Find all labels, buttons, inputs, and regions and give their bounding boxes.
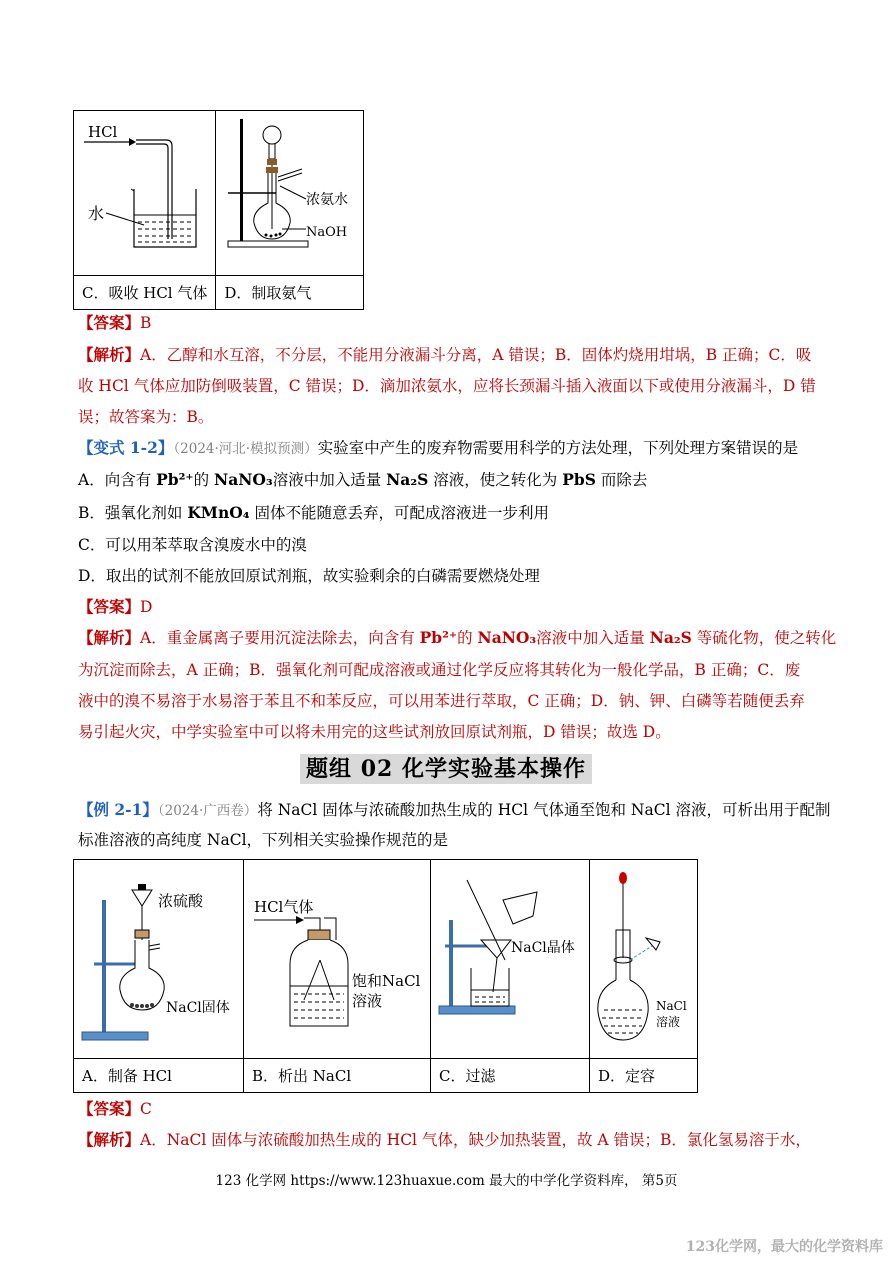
page-footer: 123 化学网 https://www.123huaxue.com 最大的中学化学资料库， 第5页 <box>215 1173 678 1189</box>
fig-b-gas-label: HCl气体 <box>254 898 314 916</box>
q1-analysis-line-1: 【解析】A．乙醇和水互溶，不分层，不能用分液漏斗分离，A 错误；B．固体灼烧用坩埚，B 正确；C．吸 <box>78 345 812 364</box>
volumetric-flask-diagram <box>590 860 697 1054</box>
figure-table-q3 <box>73 859 698 1093</box>
fig-a-acid-label: 浓硫酸 <box>158 892 204 910</box>
q3-answer: 【答案】C <box>78 1099 152 1118</box>
fig-d2-sol1-label: NaCl <box>656 999 687 1013</box>
fig-d-naoh-label: NaOH <box>306 225 348 240</box>
fig-b-sat1-label: 饱和NaCl <box>352 972 421 990</box>
q2-answer: 【答案】D <box>78 597 153 616</box>
q2-analysis-line-1: 【解析】A．重金属离子要用沉淀法除去，向含有 Pb²⁺的 NaNO₃溶液中加入适量 Na₂S 等硫化物，使之转化 <box>78 628 837 647</box>
q2-option-c: C．可以用苯萃取含溴废水中的溴 <box>78 536 307 554</box>
figure-b-caption: B．析出 NaCl <box>244 1059 431 1093</box>
watermark: 123化学网，最大的化学资料库 <box>685 1239 883 1255</box>
section-title: 题组 02 化学实验基本操作 <box>300 754 592 784</box>
fig-b-sat2-label: 溶液 <box>352 992 383 1010</box>
figure-d-cell <box>216 111 364 276</box>
q1-analysis-line-2: 收 HCl 气体应加防倒吸装置，C 错误；D．滴加浓氨水，应将长颈漏斗插入液面以下或使用分液漏斗，D 错 <box>78 377 816 395</box>
nacl-precipitation-diagram <box>244 860 430 1054</box>
figure-a-caption: A．制备 HCl <box>74 1059 244 1093</box>
figure-table-top <box>73 110 364 310</box>
q2-analysis-line-3: 液中的溴不易溶于水易溶于苯且不和苯反应，可以用苯进行萃取，C 正确；D．钠、钾、白磷等若随便丢弃 <box>78 692 805 710</box>
fig-c-water-label: 水 <box>88 204 105 223</box>
q1-answer: 【答案】B <box>78 313 152 332</box>
ammonia-preparation-diagram <box>216 111 363 271</box>
figure-d-caption: D．制取氨气 <box>216 276 364 310</box>
hcl-generation-diagram <box>74 860 243 1054</box>
figure-a-cell <box>74 860 244 1059</box>
q1-analysis-line-3: 误；故答案为：B。 <box>78 408 214 426</box>
figure-d2-caption: D．定容 <box>590 1059 698 1093</box>
q3-analysis-line-1: 【解析】A．NaCl 固体与浓硫酸加热生成的 HCl 气体，缺少加热装置，故 A 错误；B．氯化氢易溶于水， <box>78 1130 811 1149</box>
figure-c2-cell <box>431 860 590 1059</box>
q2-analysis-line-2: 为沉淀而除去，A 正确；B．强氧化剂可配成溶液或通过化学反应将其转化为一般化学品，B 正确；C．废 <box>78 661 801 679</box>
q2-option-a: A．向含有 Pb²⁺的 NaNO₃溶液中加入适量 Na₂S 溶液，使之转化为 PbS 而除去 <box>78 470 648 489</box>
figure-b-cell <box>244 860 431 1059</box>
q2-option-d: D．取出的试剂不能放回原试剂瓶，故实验剩余的白磷需要燃烧处理 <box>78 567 540 585</box>
fig-d-ammonia-label: 浓氨水 <box>306 192 349 208</box>
figure-c-caption: C．吸收 HCl 气体 <box>74 276 216 310</box>
filtration-diagram <box>431 860 589 1054</box>
q3-stem-line-1: 【例 2-1】（2024·广西卷）将 NaCl 固体与浓硫酸加热生成的 HCl 气体通至饱和 NaCl 溶液，可析出用于配制 <box>78 800 831 819</box>
q2-stem: 【变式 1-2】（2024·河北·模拟预测）实验室中产生的废弃物需要用科学的方法处理，下列处理方案错误的是 <box>78 438 799 457</box>
fig-c-hcl-label: HCl <box>88 123 118 141</box>
figure-c-cell <box>74 111 216 276</box>
hcl-absorption-diagram <box>74 111 215 271</box>
fig-a-solid-label: NaCl固体 <box>166 1000 230 1016</box>
q2-option-b: B．强氧化剂如 KMnO₄ 固体不能随意丢弃，可配成溶液进一步利用 <box>78 503 549 522</box>
fig-c2-crystal-label: NaCl晶体 <box>511 940 575 956</box>
q2-analysis-line-4: 易引起火灾，中学实验室中可以将未用完的这些试剂放回原试剂瓶，D 错误；故选 D。 <box>78 723 671 741</box>
figure-d2-cell <box>590 860 698 1059</box>
fig-d2-sol2-label: 溶液 <box>656 1015 681 1029</box>
q3-stem-line-2: 标准溶液的高纯度 NaCl，下列相关实验操作规范的是 <box>78 831 449 849</box>
figure-c2-caption: C．过滤 <box>431 1059 590 1093</box>
